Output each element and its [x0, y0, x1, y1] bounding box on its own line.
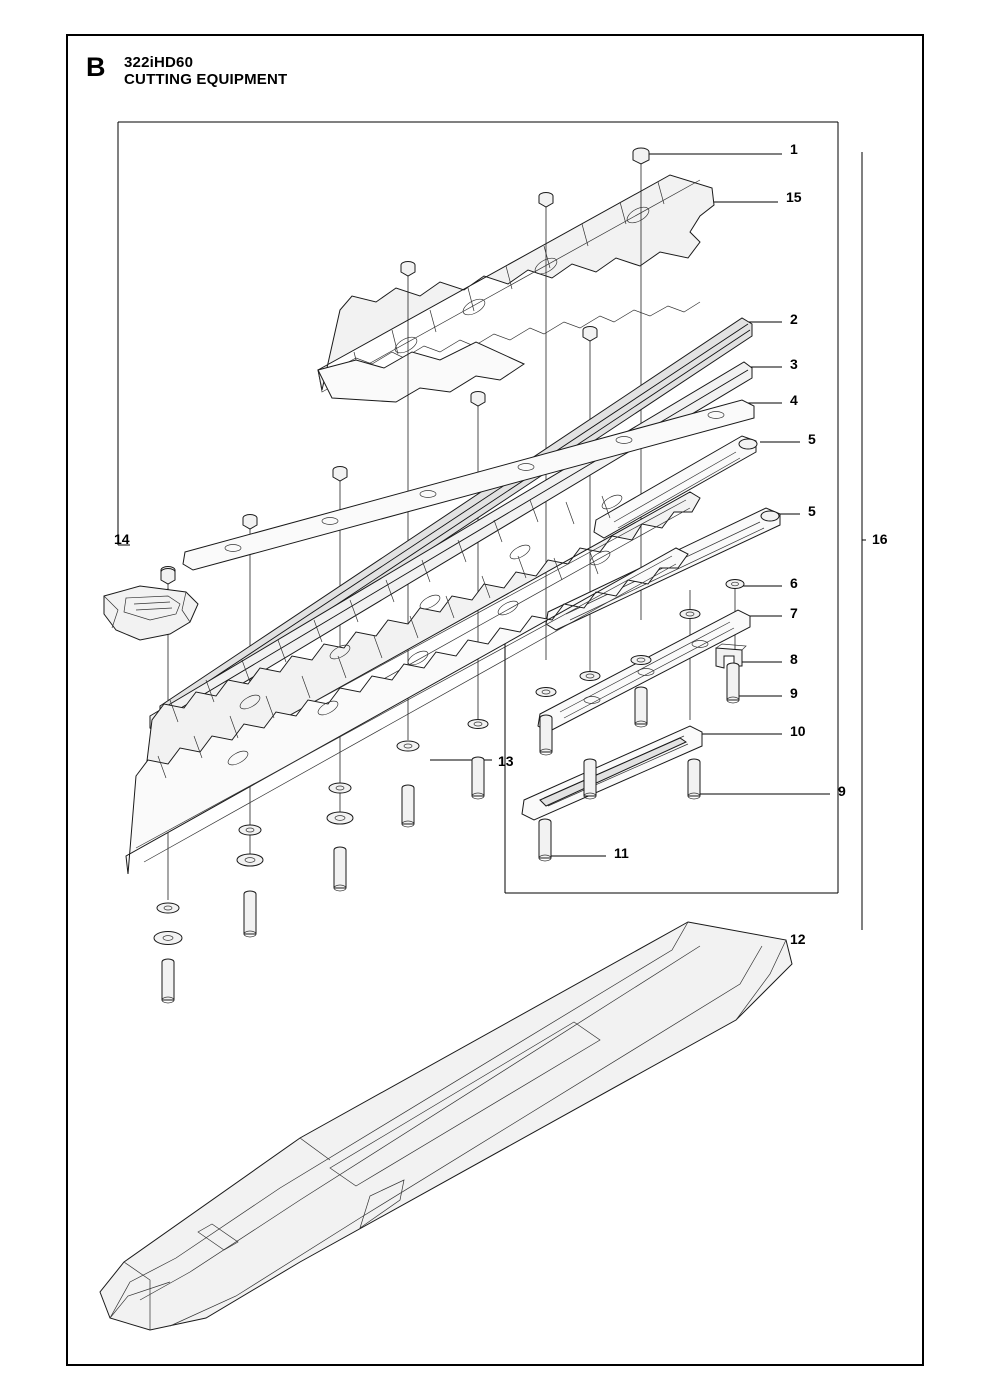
callout-6: 6	[790, 575, 798, 591]
callout-7: 7	[790, 605, 798, 621]
callout-8: 8	[790, 651, 798, 667]
section-title: CUTTING EQUIPMENT	[124, 70, 288, 88]
callout-15: 15	[786, 189, 802, 205]
callout-5-lower: 5	[808, 503, 816, 519]
callout-12: 12	[790, 931, 806, 947]
callout-13: 13	[498, 753, 514, 769]
callout-14: 14	[114, 531, 130, 547]
washer-right	[726, 580, 744, 589]
callout-16: 16	[872, 531, 888, 547]
blade-end-guard	[104, 569, 198, 641]
callout-10: 10	[790, 723, 806, 739]
callout-2: 2	[790, 311, 798, 327]
callout-1: 1	[790, 141, 798, 157]
callout-5-upper: 5	[808, 431, 816, 447]
callout-3: 3	[790, 356, 798, 372]
section-letter: B	[86, 52, 106, 82]
callout-11: 11	[614, 845, 629, 861]
callout-9-lower: 9	[838, 783, 846, 799]
callout-4: 4	[790, 392, 798, 408]
callout-9-upper: 9	[790, 685, 798, 701]
blade-cover	[100, 922, 792, 1330]
cutter-blade-upper	[318, 175, 714, 402]
model-number: 322iHD60	[124, 54, 194, 71]
